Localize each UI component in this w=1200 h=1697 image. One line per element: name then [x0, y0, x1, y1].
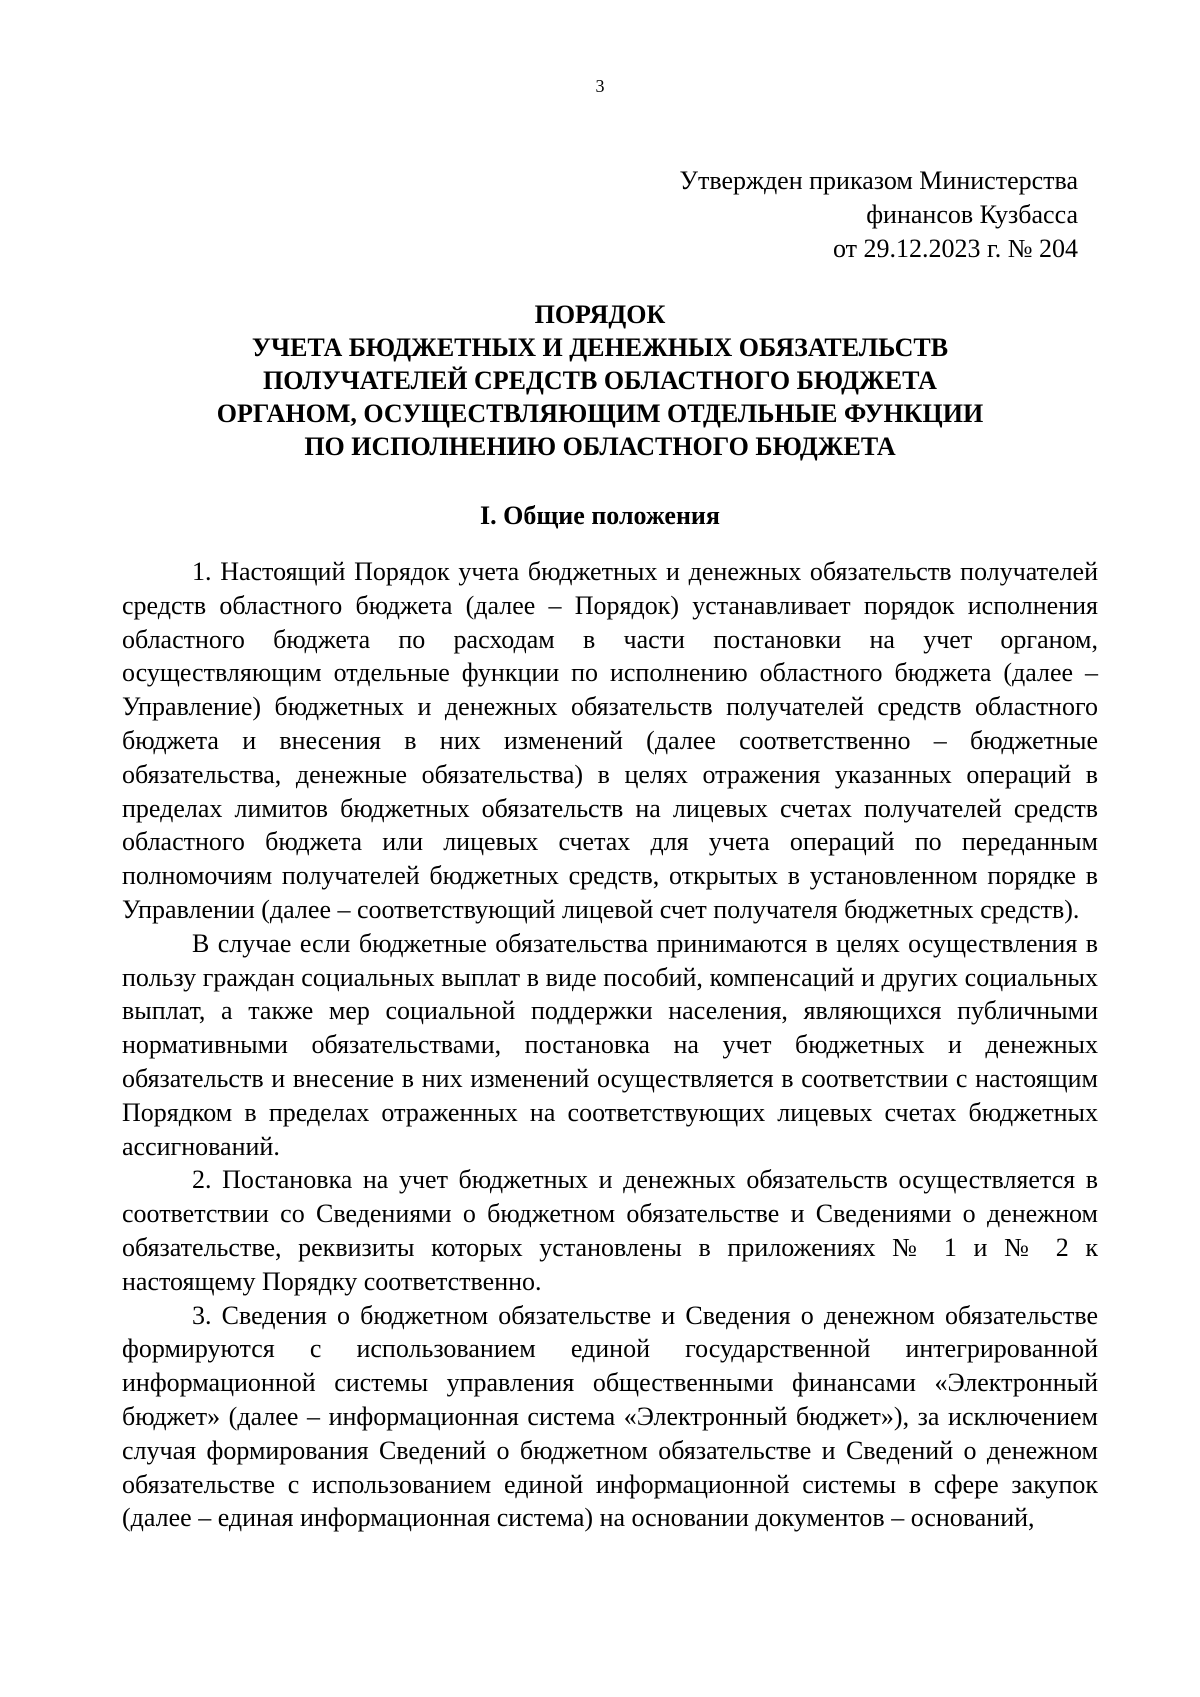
section-heading: I. Общие положения — [480, 501, 720, 530]
approval-line: от 29.12.2023 г. № 204 — [832, 234, 1078, 263]
approval-line: финансов Кузбасса — [866, 200, 1078, 229]
title-line: ПОРЯДОК — [534, 300, 666, 329]
title-line: ПОЛУЧАТЕЛЕЙ СРЕДСТВ ОБЛАСТНОГО БЮДЖЕТА — [263, 366, 937, 395]
paragraph: 3. Сведения о бюджетном обязательстве и Сведения о денежном обязательстве формируются с использованием единой государственной интегрированной информационной системы управления общественными финансами «Электронный бюджет» (далее – информационная система «Электронный бюджет»), за исключением случая формирования Сведений о бюджетном обязательстве и Сведений о денежном обязательстве с использованием единой информационной системы в сфере закупок (далее – единая информационная система) на основании документов – оснований, — [122, 1300, 1098, 1533]
paragraph: 2. Постановка на учет бюджетных и денежных обязательств осуществляется в соответствии со Сведениями о бюджетном обязательстве и Сведениями о денежном обязательстве, реквизиты которых установлены в приложениях № 1 и № 2 к настоящему Порядку соответственно. — [122, 1165, 1098, 1296]
document-title — [0, 298, 1200, 463]
title-line: УЧЕТА БЮДЖЕТНЫХ И ДЕНЕЖНЫХ ОБЯЗАТЕЛЬСТВ — [251, 333, 949, 362]
approval-block — [680, 164, 1078, 266]
title-line: ПО ИСПОЛНЕНИЮ ОБЛАСТНОГО БЮДЖЕТА — [304, 432, 896, 461]
title-line: ОРГАНОМ, ОСУЩЕСТВЛЯЮЩИМ ОТДЕЛЬНЫЕ ФУНКЦИИ — [216, 399, 984, 428]
page-number: 3 — [595, 76, 605, 96]
paragraph: В случае если бюджетные обязательства принимаются в целях осуществления в пользу граждан социальных выплат в виде пособий, компенсаций и других социальных выплат, а также мер социальной поддержки населения, являющихся публичными нормативными обязательствами, постановка на учет бюджетных и денежных обязательств и внесение в них изменений осуществляется в соответствии с настоящим Порядком в пределах отраженных на соответствующих лицевых счетах бюджетных ассигнований. — [122, 928, 1098, 1161]
paragraph: 1. Настоящий Порядок учета бюджетных и денежных обязательств получателей средств областного бюджета (далее – Порядок) устанавливает порядок исполнения областного бюджета по расходам в части постановки на учет органом, осуществляющим отдельные функции по исполнению областного бюджета (далее – Управление) бюджетных и денежных обязательств получателей средств областного бюджета и внесения в них изменений (далее соответственно – бюджетные обязательства, денежные обязательства) в целях отражения указанных операций в пределах лимитов бюджетных обязательств на лицевых счетах получателей средств областного бюджета или лицевых счетах для учета операций по переданным полномочиям получателей бюджетных средств, открытых в установленном порядке в Управлении (далее – соответствующий лицевой счет получателя бюджетных средств). — [122, 557, 1098, 924]
body-text — [122, 555, 1098, 1535]
approval-line: Утвержден приказом Министерства — [679, 166, 1078, 195]
